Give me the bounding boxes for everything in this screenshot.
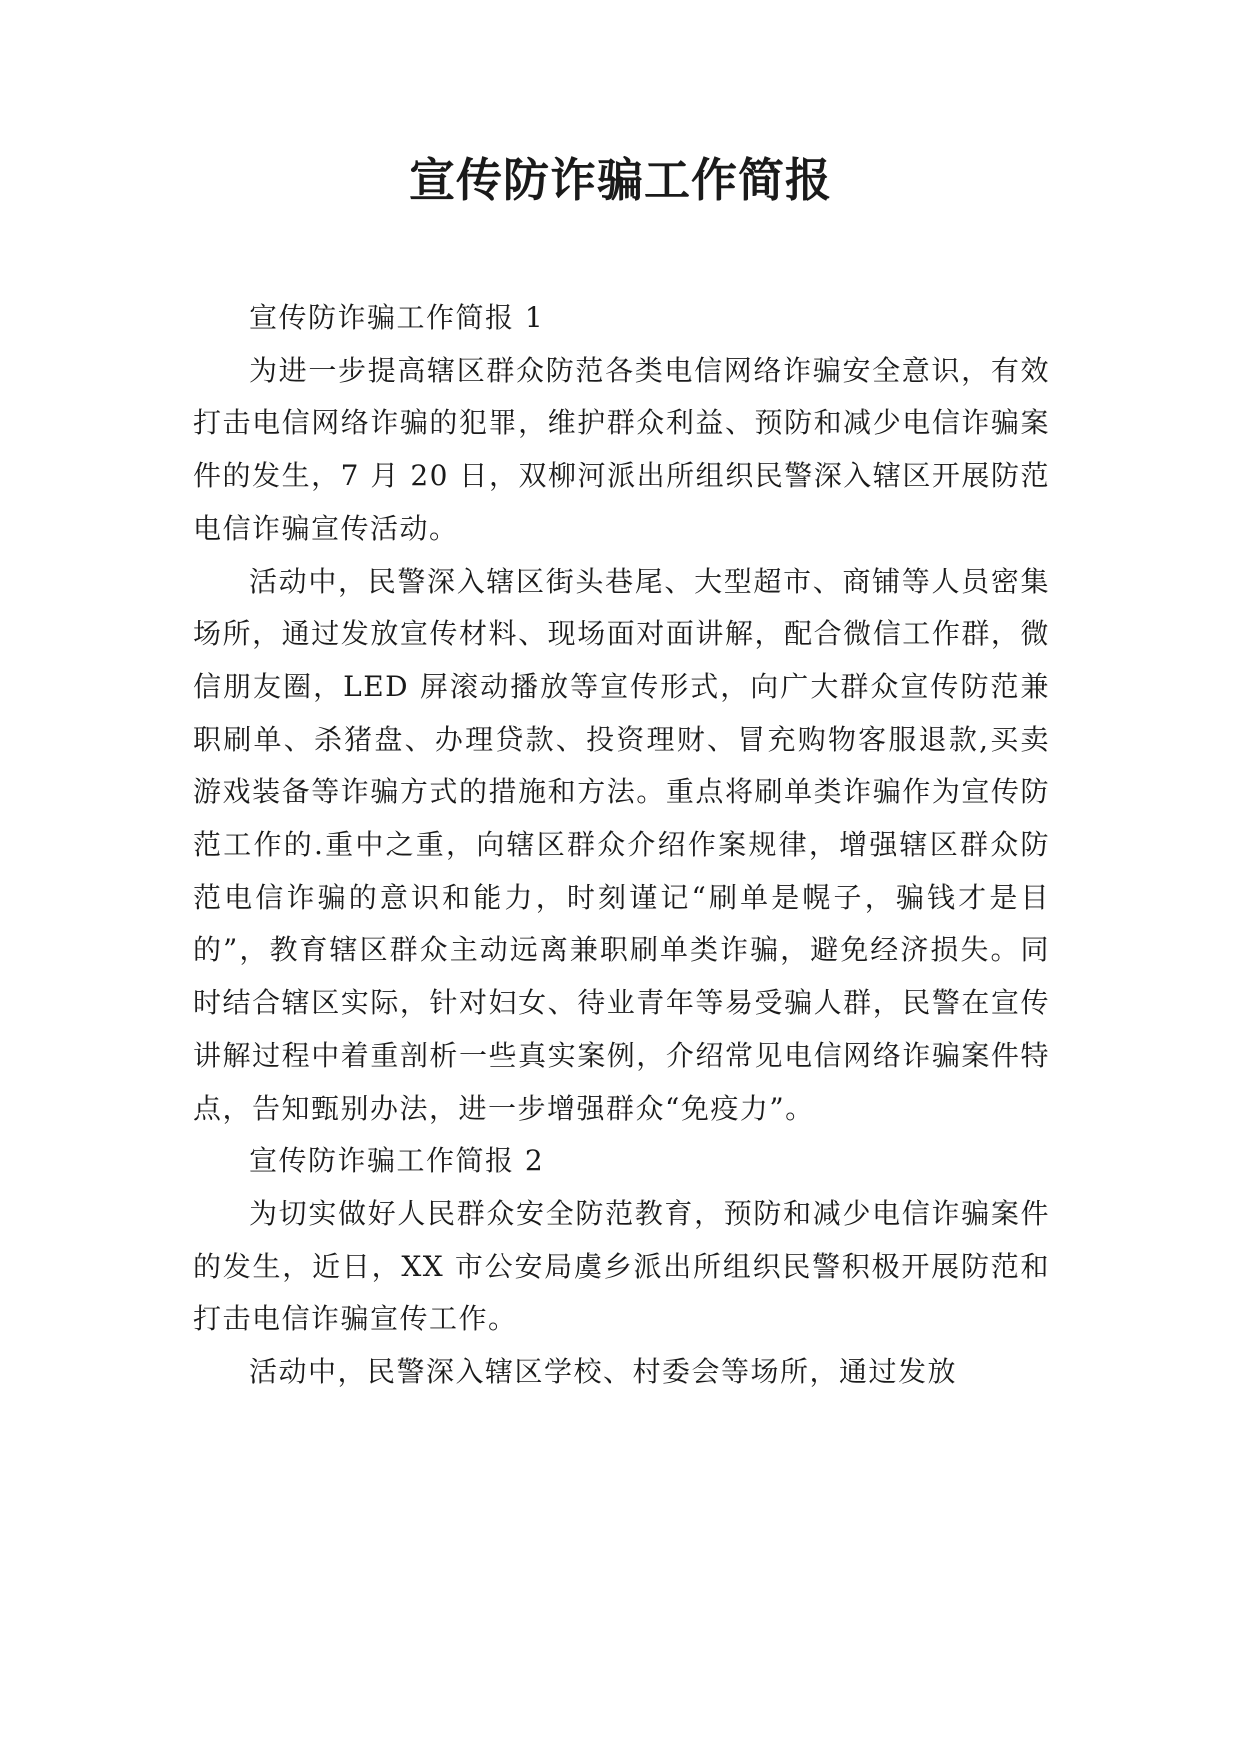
document-body	[193, 292, 1050, 1399]
section-2-paragraph-2: 活动中，民警深入辖区学校、村委会等场所，通过发放	[249, 1355, 958, 1389]
section-1-paragraph-1: 为进一步提高辖区群众防范各类电信网络诈骗安全意识，有效打击电信网络诈骗的犯罪，维护群众利益、预防和减少电信诈骗案件的发生，7 月 20 日，双柳河派出所组织民警深入辖区开展防范电信诈骗宣传活动。	[193, 353, 1050, 545]
section-1-heading: 宣传防诈骗工作简报 1	[249, 301, 545, 334]
section-2-heading: 宣传防诈骗工作简报 2	[249, 1144, 545, 1178]
document-title: 宣传防诈骗工作简报	[409, 153, 832, 207]
section-2-paragraph-1: 为切实做好人民群众安全防范教育，预防和减少电信诈骗案件的发生，近日，XX 市公安局虞乡派出所组织民警积极开展防范和打击电信诈骗宣传工作。	[193, 1196, 1050, 1336]
section-1-paragraph-2: 活动中，民警深入辖区街头巷尾、大型超市、商铺等人员密集场所，通过发放宣传材料、现场面对面讲解，配合微信工作群，微信朋友圈，LED 屏滚动播放等宣传形式，向广大群众宣传防范兼职刷单、杀猪盘、办理贷款、投资理财、冒充购物客服退款,买卖游戏装备等诈骗方式的措施和方法。重点将刷单类诈骗作为宣传防范工作的.重中之重，向辖区群众介绍作案规律，增强辖区群众防范电信诈骗的意识和能力，时刻谨记“刷单是幌子，骗钱才是目的”，教育辖区群众主动远离兼职刷单类诈骗，避免经济损失。同时结合辖区实际，针对妇女、待业青年等易受骗人群，民警在宣传讲解过程中着重剖析一些真实案例，介绍常见电信网络诈骗案件特点，告知甄别办法，进一步增强群众“免疫力”。	[193, 564, 1050, 1125]
